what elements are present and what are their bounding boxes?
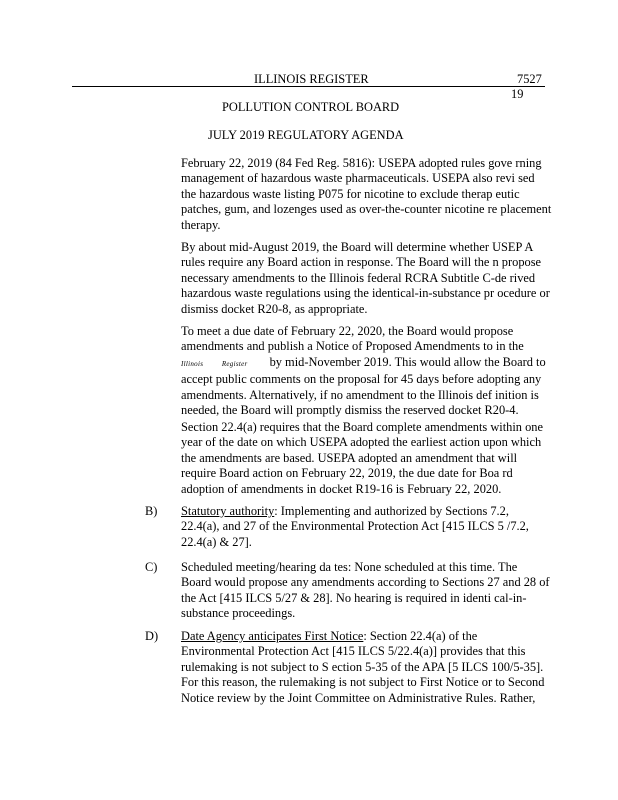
text-line: hazardous waste regulations using the identical-in-substance pr ocedure or bbox=[181, 286, 550, 301]
text-line: require Board action on February 22, 2019, the due date for Boa rd bbox=[181, 466, 513, 481]
text-line: needed, the Board will promptly dismiss the reserved docket R20-4. bbox=[181, 403, 519, 418]
text-line: February 22, 2019 (84 Fed Reg. 5816): USEPA adopted rules gove rning bbox=[181, 156, 542, 170]
text-line: management of hazardous waste pharmaceuticals. USEPA also revi sed bbox=[181, 171, 535, 186]
text-line: substance proceedings. bbox=[181, 606, 296, 621]
text-line bbox=[181, 504, 553, 519]
register-title: ILLINOIS REGISTER bbox=[254, 72, 369, 86]
text-line-with-register bbox=[181, 355, 553, 372]
text-line: 22.4(a) & 27]. bbox=[181, 534, 252, 549]
text-line: Board would propose any amendments according to Sections 27 and 28 of bbox=[181, 575, 550, 590]
text-line: rulemaking is not subject to S ection 5-35 of the APA [5 ILCS 100/5-35]. bbox=[181, 659, 544, 674]
text-line: For this reason, the rulemaking is not subject to First Notice or to Second bbox=[181, 675, 545, 690]
text-line: amendments and publish a Notice of Proposed Amendments to in the bbox=[181, 339, 524, 354]
item-scheduled-hearing bbox=[181, 560, 553, 622]
register-word: Register bbox=[221, 359, 248, 368]
paragraph-board-determination bbox=[181, 240, 553, 317]
illinois-word: Illinois bbox=[181, 359, 204, 368]
text-line: year of the date on which USEPA adopted the earliest action upon which bbox=[181, 435, 542, 450]
item-first-notice bbox=[181, 629, 553, 706]
text-line: amendments. Alternatively, if no amendment to the Illinois def inition is bbox=[181, 387, 539, 402]
agency-name: POLLUTION CONTROL BOARD bbox=[222, 100, 400, 114]
item-letter-c: C) bbox=[145, 560, 158, 574]
item-letter-b: B) bbox=[145, 504, 158, 518]
text-line: dismiss docket R20-8, as appropriate. bbox=[181, 301, 368, 316]
text-line: 22.4(a), and 27 of the Environmental Protection Act [415 ILCS 5 /7.2, bbox=[181, 519, 529, 534]
text-line: the Act [415 ILCS 5/27 & 28]. No hearing is required in identi cal-in- bbox=[181, 590, 527, 605]
item-heading-rest: : Implementing and authorized by Sections 7.2, bbox=[274, 504, 509, 518]
item-heading-rest: : Section 22.4(a) of the bbox=[363, 629, 478, 643]
text-line: patches, gum, and lozenges used as over-the-counter nicotine re placement bbox=[181, 202, 552, 217]
paragraph-rulemaking-summary bbox=[181, 156, 553, 233]
header-rule bbox=[72, 86, 545, 87]
agenda-title: JULY 2019 REGULATORY AGENDA bbox=[208, 128, 404, 142]
text-line: Section 22.4(a) requires that the Board complete amendments within one bbox=[181, 420, 543, 434]
text-line: accept public comments on the proposal for 45 days before adopting any bbox=[181, 372, 542, 387]
text-line: Environmental Protection Act [415 ILCS 5/22.4(a)] provides that this bbox=[181, 644, 526, 659]
text-line bbox=[181, 629, 553, 644]
text-line: adoption of amendments in docket R19-16 is February 22, 2020. bbox=[181, 481, 502, 496]
text-line: To meet a due date of February 22, 2020, the Board would propose bbox=[181, 324, 514, 338]
text-line: necessary amendments to the Illinois federal RCRA Subtitle C-de rived bbox=[181, 270, 536, 285]
text-line: therapy. bbox=[181, 217, 221, 232]
text-line: Scheduled meeting/hearing da tes: None scheduled at this time. The bbox=[181, 560, 518, 574]
item-heading: Date Agency anticipates First Notice bbox=[181, 629, 364, 643]
text-line: the amendments are based. USEPA adopted an amendment that will bbox=[181, 450, 518, 465]
issue-number: 19 bbox=[511, 87, 524, 101]
item-letter-d: D) bbox=[145, 629, 159, 643]
paragraph-due-date bbox=[181, 324, 553, 418]
paragraph-section-22-4a bbox=[181, 420, 553, 497]
text-line: Notice review by the Joint Committee on Administrative Rules. Rather, bbox=[181, 690, 536, 705]
text-line: By about mid-August 2019, the Board will determine whether USEP A bbox=[181, 240, 534, 254]
text-line: the hazardous waste listing P075 for nicotine to exclude therap eutic bbox=[181, 186, 520, 201]
item-heading: Statutory authority bbox=[181, 504, 275, 518]
text-line-rest: by mid-November 2019. This would allow the Board to bbox=[269, 354, 546, 369]
text-line: rules require any Board action in response. The Board will the n propose bbox=[181, 255, 542, 270]
page-number: 7527 bbox=[517, 72, 542, 86]
item-statutory-authority bbox=[181, 504, 553, 550]
